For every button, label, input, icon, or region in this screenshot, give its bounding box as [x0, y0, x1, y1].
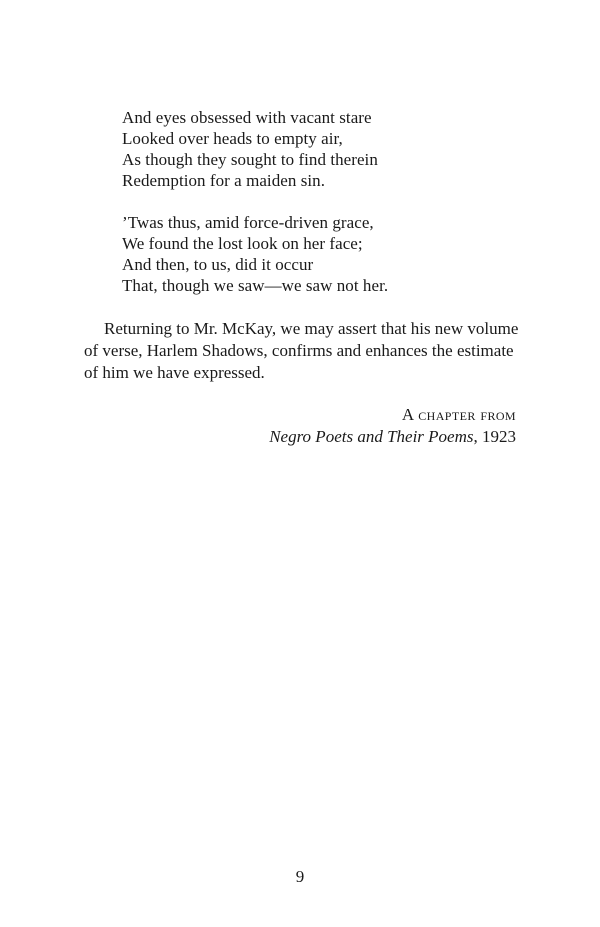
paragraph-line: Returning to Mr. McKay, we may assert that his new volume	[104, 319, 519, 338]
source-attribution	[269, 404, 516, 448]
poem-line: Looked over heads to empty air,	[122, 129, 343, 148]
page-number: 9	[295, 867, 305, 886]
poem-line: We found the lost look on her face;	[122, 234, 363, 253]
body-paragraph	[84, 318, 524, 384]
poem-stanza-1	[122, 107, 378, 191]
attribution-label: A chapter from	[401, 405, 516, 424]
publication-year: , 1923	[473, 427, 516, 446]
attribution-source	[269, 426, 516, 448]
poem-line: ’Twas thus, amid force-driven grace,	[122, 213, 374, 232]
paragraph-line: of him we have expressed.	[84, 363, 265, 382]
poem-line: Redemption for a maiden sin.	[122, 171, 325, 190]
poem-line: As though they sought to find therein	[122, 150, 378, 169]
poem-line: And eyes obsessed with vacant stare	[122, 108, 372, 127]
poem-stanza-2	[122, 212, 388, 296]
paragraph-line: of verse, Harlem Shadows, confirms and enhances the estimate	[84, 341, 514, 360]
poem-line: That, though we saw—we saw not her.	[122, 276, 389, 295]
book-title: Negro Poets and Their Poems	[269, 427, 474, 446]
poem-line: And then, to us, did it occur	[122, 255, 314, 274]
